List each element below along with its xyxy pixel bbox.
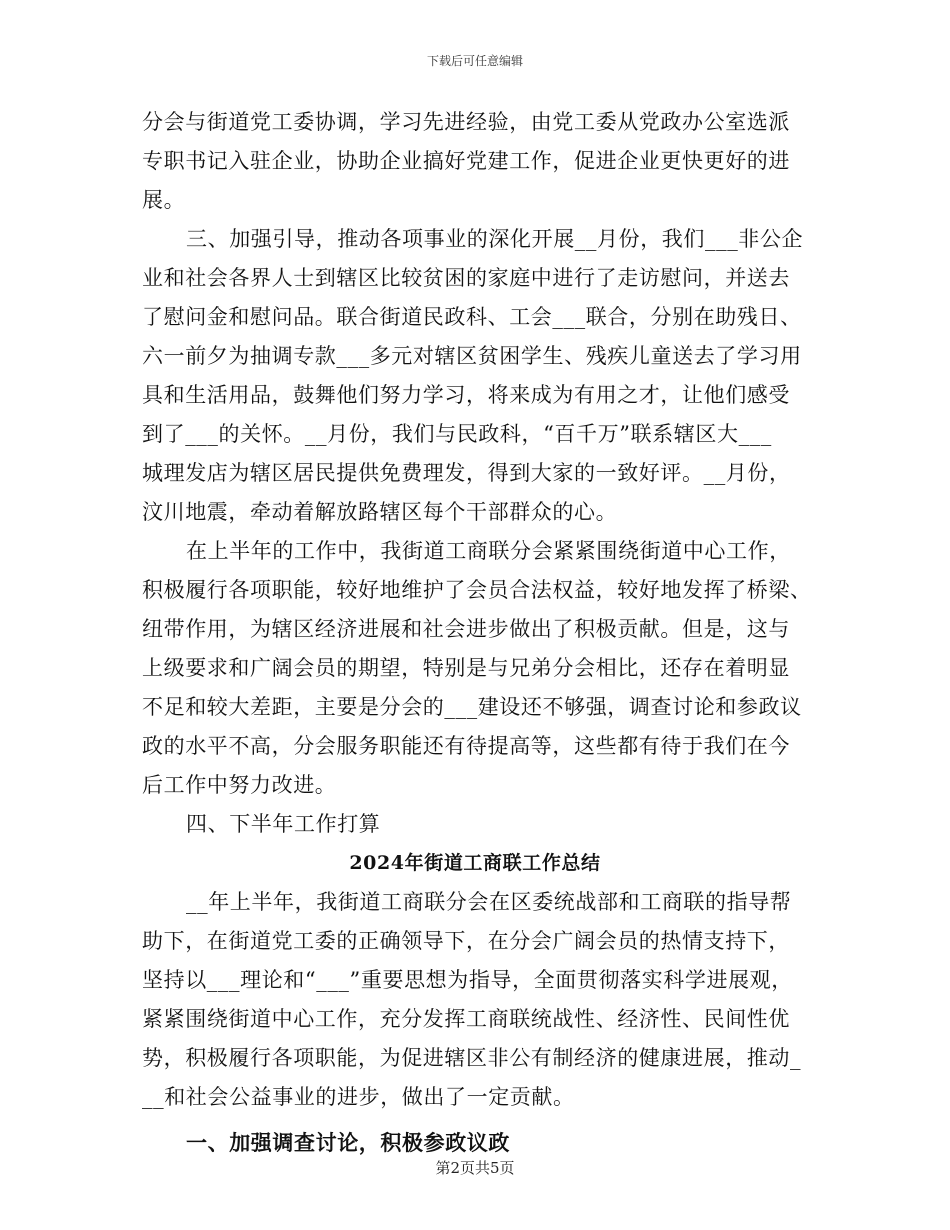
- text-line: 汶川地震，牵动着解放路辖区每个干部群众的心。: [142, 500, 618, 524]
- section-heading: 一、加强调查讨论，积极参政议政: [186, 1130, 510, 1155]
- text-line: 不足和较大差距，主要是分会的___建设还不够强，调查讨论和参政议: [142, 695, 802, 719]
- document-title: 2024年街道工商联工作总结: [349, 852, 601, 874]
- text-line: 积极履行各项职能，较好地维护了会员合法权益，较好地发挥了桥梁、: [142, 578, 812, 602]
- text-line: 上级要求和广阔会员的期望，特别是与兄弟分会相比，还存在着明显: [142, 656, 790, 680]
- text-line: 三、加强引导，推动各项事业的深化开展__月份，我们___非公企: [186, 227, 804, 251]
- page-number: 第2页共5页: [435, 1159, 515, 1177]
- text-line: 城理发店为辖区居民提供免费理发，得到大家的一致好评。__月份，: [142, 461, 791, 485]
- text-line: 了慰问金和慰问品。联合街道民政科、工会___联合，分别在助残日、: [142, 305, 802, 329]
- text-line: 到了___的关怀。__月份，我们与民政科，“百千万”联系辖区大___: [142, 422, 772, 446]
- text-line: 后工作中努力改进。: [142, 773, 337, 797]
- text-line: 助下，在街道党工委的正确领导下，在分会广阔会员的热情支持下，: [142, 929, 790, 953]
- page-header: 下载后可任意编辑: [426, 54, 523, 68]
- text-line: 分会与街道党工委协调，学习先进经验，由党工委从党政办公室选派: [142, 110, 790, 134]
- text-line: 势，积极履行各项职能，为促进辖区非公有制经济的健康进展，推动_: [142, 1046, 802, 1070]
- text-line: __和社会公益事业的进步，做出了一定贡献。: [142, 1085, 575, 1109]
- document-body: [142, 103, 812, 1162]
- text-line: 政的水平不高，分会服务职能还有待提高等，这些都有待于我们在今: [142, 734, 790, 758]
- text-line: 展。: [142, 188, 186, 212]
- text-line: 具和生活用品，鼓舞他们努力学习，将来成为有用之才，让他们感受: [142, 383, 790, 407]
- text-line: 专职书记入驻企业，协助企业搞好党建工作，促进企业更快更好的进: [142, 149, 790, 173]
- text-line: 坚持以___理论和“___”重要思想为指导，全面贯彻落实科学进展观，: [142, 968, 793, 992]
- text-line: 业和社会各界人士到辖区比较贫困的家庭中进行了走访慰问，并送去: [142, 266, 790, 290]
- text-line: 紧紧围绕街道中心工作，充分发挥工商联统战性、经济性、民间性优: [142, 1007, 790, 1031]
- text-line: 在上半年的工作中，我街道工商联分会紧紧围绕街道中心工作，: [186, 539, 791, 563]
- section-heading-plan: 四、下半年工作打算: [186, 812, 381, 836]
- text-line: 纽带作用，为辖区经济进展和社会进步做出了积极贡献。但是，这与: [142, 617, 790, 641]
- text-line: 六一前夕为抽调专款___多元对辖区贫困学生、残疾儿童送去了学习用: [142, 344, 802, 368]
- text-line: __年上半年，我街道工商联分会在区委统战部和工商联的指导帮: [186, 890, 792, 914]
